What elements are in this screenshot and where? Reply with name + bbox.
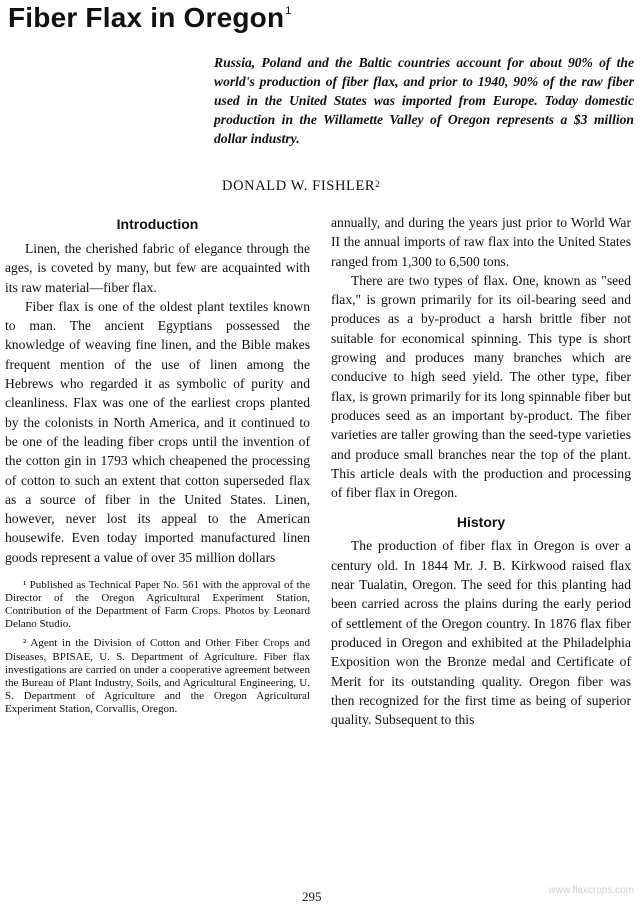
author-name: DONALD W. FISHLER	[222, 178, 376, 194]
article-summary: Russia, Poland and the Baltic countries account for about 90% of the world's production of fiber flax, and prior to 1940, 90% of the raw fiber used in the United States was imported from Europe. Today domestic production in the Willamette Valley of Oregon represents a $3 million dollar industry.	[214, 55, 634, 147]
author-footnote-marker: 2	[375, 179, 381, 189]
history-paragraph-1: The production of fiber flax in Oregon is over a century old. In 1844 Mr. J. B. Kirkwood raised flax near Tualatin, Oregon. The seed for this planting had been carried across the plains during the early period of settlement of the Oregon country. In 1876 flax fiber produced in Oregon and exhibited at the Philadelphia Exposition won the Bronze medal and Certificate of Merit for its outstanding quality. Oregon fiber was then recognized for the first time as being of superior quality. Subsequent to this	[331, 538, 631, 728]
author-byline	[222, 178, 380, 195]
introduction-heading: Introduction	[116, 216, 199, 232]
right-column	[331, 213, 631, 729]
page-number: 295	[302, 889, 322, 904]
article-title-text: Fiber Flax in Oregon	[8, 2, 285, 33]
continued-paragraph: annually, and during the years just prior to World War II the annual imports of raw flax into the United States ranged from 1,300 to 6,500 tons.	[331, 215, 631, 269]
history-heading: History	[456, 514, 506, 531]
footnotes	[5, 579, 310, 716]
article-title	[8, 2, 292, 34]
title-footnote-marker: 1	[285, 5, 292, 17]
intro-paragraph-1: Linen, the cherished fabric of elegance through the ages, is coveted by many, but few are acquainted with its raw material—fiber flax.	[5, 241, 310, 295]
footnote-2: ² Agent in the Division of Cotton and Other Fiber Crops and Diseases, BPISAE, U. S. Department of Agriculture. Fiber flax investigations are carried on under a cooperative agreement between the Bureau of Plant Industry, Soils, and Agricultural Engineering, U. S. Department of Agriculture and the Oregon Agricultural Experiment Station, Corvallis, Oregon.	[5, 637, 310, 715]
intro-paragraph-2: Fiber flax is one of the oldest plant textiles known to man. The ancient Egyptians possessed the knowledge of weaving fine linen, and the Bible makes frequent mention of the use of linen among the Hebrews who regarded it as symbolic of purity and cleanliness. Flax was one of the earliest crops planted by the colonists in North America, and it continued to be one of the leading fiber crops until the invention of the cotton gin in 1793 which cheapened the processing of cotton to such an extent that cotton superseded flax as a source of fiber in the United States. Linen, however, never lost its appeal to the American housewife. Even today imported manufactured linen goods represent a value of over 35 million dollars	[5, 298, 310, 565]
flax-types-paragraph: There are two types of flax. One, known as "seed flax," is grown primarily for its oil-bearing seed and produces as a by-product a harsh brittle fiber not suitable for economical spinning. This type is short growing and produces many branches which are conducive to high seed yield. The other type, fiber flax, is grown primarily for its long spinnable fiber but produces seed as an important by-product. The fiber varieties are taller growing than the seed-type varieties and produce small branches near the top of the plant. This article deals with the production and processing of fiber flax in Oregon.	[331, 272, 631, 501]
left-column	[5, 213, 310, 722]
footnote-1: ¹ Published as Technical Paper No. 561 with the approval of the Director of the Oregon Agricultural Experiment Station, Contribution of the Department of Farm Crops. Photos by Leonard Delano Studio.	[5, 579, 310, 631]
site-watermark: www.flaxcrops.com	[548, 885, 634, 896]
